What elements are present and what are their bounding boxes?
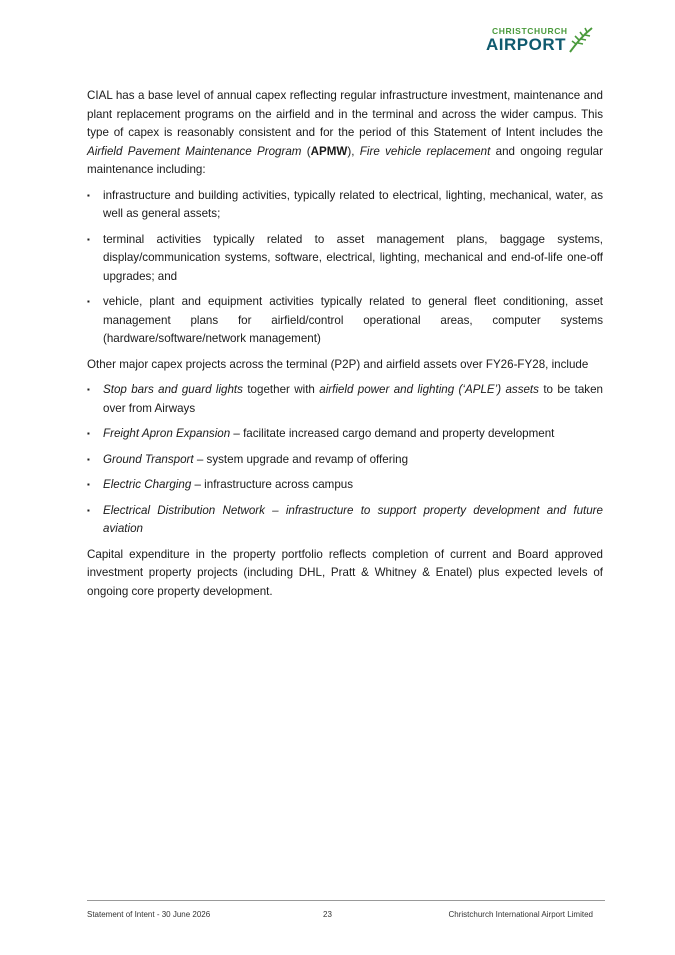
- project-name: Electric Charging: [103, 478, 192, 491]
- list-item: [87, 476, 603, 495]
- p1-text-2: (: [301, 144, 311, 158]
- bullet-icon: ▪: [87, 297, 90, 306]
- p1-text-1: CIAL has a base level of annual capex reflecting regular infrastructure investment, maintenance and plant replacement programs on the airfield and in the terminal and across the wider campus. This type of capex is reasonably consistent and for the period of this Statement of Intent includes the: [87, 89, 603, 139]
- bullet-icon: ▪: [87, 480, 90, 489]
- bullet-icon: ▪: [87, 234, 90, 244]
- bullet-icon: ▪: [87, 190, 90, 200]
- page-number: 23: [323, 910, 332, 919]
- project-text-2: to be taken over from Airways: [103, 383, 603, 415]
- project-name: Freight Apron Expansion: [103, 427, 231, 440]
- project-text: together with: [242, 383, 320, 396]
- capex-activities-list: [87, 187, 603, 349]
- bullet-icon: ▪: [87, 429, 90, 438]
- project-text: – facilitate increased cargo demand and property development: [230, 427, 555, 440]
- paragraph-capex-intro: [87, 87, 603, 180]
- logo-line1: CHRISTCHURCH: [492, 26, 568, 36]
- project-text: – infrastructure across campus: [191, 478, 354, 491]
- p1-apmw-name: Airfield Pavement Maintenance Program: [87, 144, 302, 158]
- project-name: Ground Transport: [103, 452, 194, 466]
- footer-right: Christchurch International Airport Limited: [448, 910, 593, 919]
- project-name: Stop bars and guard lights: [103, 383, 243, 396]
- footer-divider: [87, 900, 605, 901]
- project-text: – system upgrade and revamp of offering: [193, 452, 409, 466]
- paragraph-major-projects: Other major capex projects across the terminal (P2P) and airfield assets over FY26-FY28, include: [87, 357, 589, 371]
- company-logo: [486, 24, 598, 60]
- fern-icon: [566, 26, 596, 56]
- list-item: [87, 502, 603, 539]
- bullet-icon: ▪: [87, 385, 90, 394]
- p1-text-4: and ongoing regular maintenance including:: [87, 144, 603, 176]
- major-projects-list: [87, 381, 603, 539]
- list-item: [87, 451, 603, 470]
- list-item-text: terminal activities typically related to asset management plans, baggage systems, display/communication systems, software, electrical, lighting, mechanical and end-of-life one-off upgrades; and: [103, 232, 603, 283]
- list-item: [87, 231, 603, 287]
- list-item-text: infrastructure and building activities, typically related to electrical, lighting, mechanical, water, as well as general assets;: [103, 188, 603, 220]
- p1-apmw-abbrev: APMW: [310, 144, 348, 158]
- list-item-text: vehicle, plant and equipment activities typically related to general fleet conditioning, asset management plans for airfield/control operational areas, computer systems (hardware/software/network management): [103, 295, 603, 345]
- list-item: [87, 293, 603, 349]
- project-name-2: airfield power and lighting (‘APLE’) assets: [319, 383, 539, 396]
- list-item: [87, 187, 603, 224]
- bullet-icon: ▪: [87, 505, 90, 515]
- list-item: [87, 425, 603, 444]
- p1-fire-vehicle: Fire vehicle replacement: [359, 144, 491, 158]
- footer-left: Statement of Intent - 30 June 2026: [87, 910, 211, 919]
- logo-line2: AIRPORT: [486, 35, 566, 54]
- list-item: [87, 381, 603, 418]
- main-content: [87, 87, 603, 608]
- paragraph-property: Capital expenditure in the property portfolio reflects completion of current and Board approved investment property projects (including DHL, Pratt & Whitney & Enatel) plus expected levels of ongoing core property development.: [87, 547, 603, 598]
- project-name: Electrical Distribution Network – infrastructure to support property development and future aviation: [103, 503, 603, 535]
- bullet-icon: ▪: [87, 454, 90, 464]
- p1-text-3: ),: [347, 144, 360, 158]
